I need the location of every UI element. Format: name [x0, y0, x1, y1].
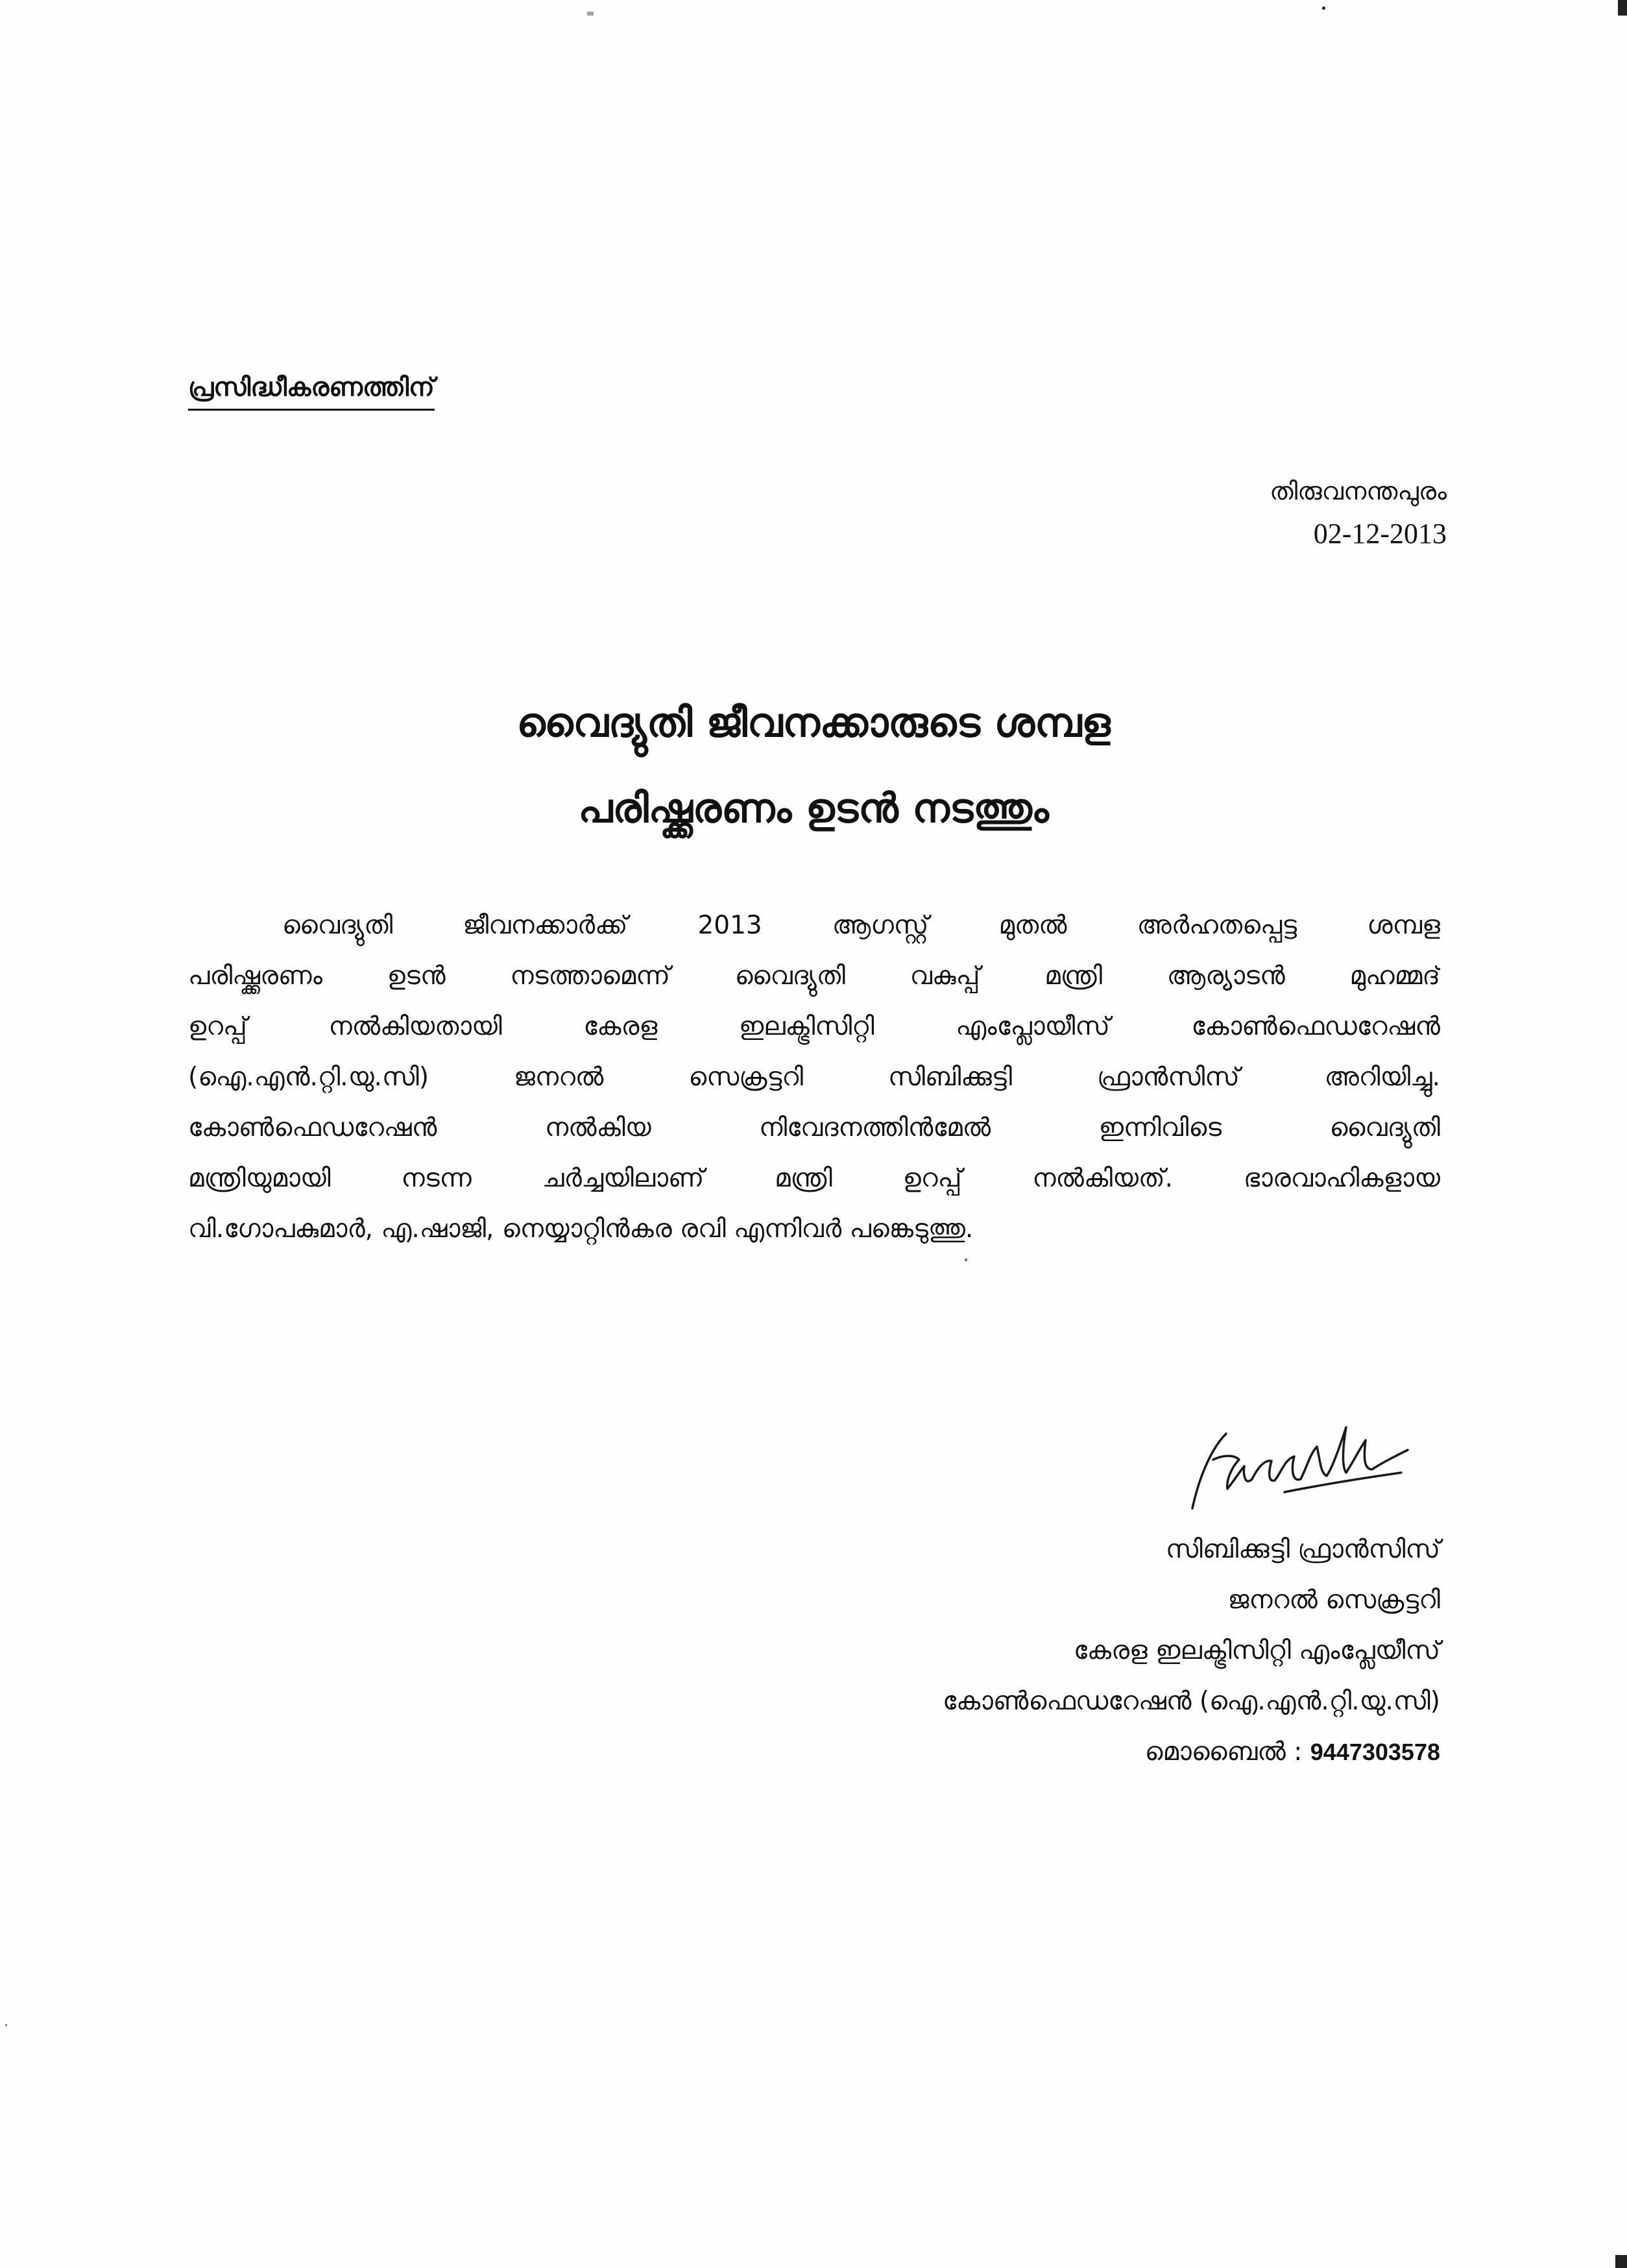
scan-staple-mark — [587, 12, 594, 16]
body-line: ഉറപ്പ് നൽകിയതായി കേരള ഇലക്ട്രിസിറ്റി എംപ്ലോയീസ് കോൺഫെഡറേഷൻ — [188, 1012, 1440, 1041]
organization-line: കോൺഫെഡറേഷൻ (ഐ.എൻ.റ്റി.യു.സി) — [943, 1687, 1440, 1716]
scan-edge-mark — [1618, 0, 1627, 16]
scan-edge-mark — [1615, 2255, 1627, 2268]
mobile-label: മൊബൈൽ : — [1144, 1737, 1303, 1767]
scan-speck — [5, 2024, 7, 2026]
body-line: പരിഷ്ക്കരണം ഉടൻ നടത്താമെന്ന് വൈദ്യുതി വകുപ്പ് മന്ത്രി ആര്യാടൻ മുഹമ്മദ് — [188, 961, 1440, 991]
press-release-title — [0, 680, 1627, 851]
scan-speck — [965, 1259, 967, 1261]
title-line: വൈദ്യുതി ജീവനക്കാരുടെ ശമ്പള — [516, 699, 1111, 746]
body-line: മന്ത്രിയുമായി നടന്ന ചർച്ചയിലാണ് മന്ത്രി ഉറപ്പ് നൽകിയത്. ഭാരവാഹികളായ — [188, 1164, 1440, 1193]
publication-label: പ്രസിദ്ധീകരണത്തിന് — [188, 368, 435, 411]
scan-speck — [1322, 6, 1325, 10]
signatory-name: സിബിക്കുട്ടി ഫ്രാൻസിസ് — [1165, 1535, 1440, 1564]
date: 02-12-2013 — [1313, 518, 1447, 549]
organization-line: കേരള ഇലക്ട്രിസിറ്റി എംപ്ലേയീസ് — [1074, 1636, 1440, 1665]
mobile-line — [943, 1727, 1440, 1778]
body-paragraph — [188, 900, 1440, 1255]
title-line: പരിഷ്ക്കരണം ഉടൻ നടത്തും — [578, 784, 1049, 832]
signatory-designation: ജനറൽ സെക്രട്ടറി — [1227, 1586, 1440, 1615]
mobile-number: 9447303578 — [1310, 1739, 1440, 1765]
body-line: (ഐ.എൻ.റ്റി.യു.സി) ജനറൽ സെക്രട്ടറി സിബിക്കുട്ടി ഫ്രാൻസിസ് അറിയിച്ചു. — [188, 1063, 1440, 1092]
body-line: വൈദ്യുതി ജീവനക്കാർക്ക് 2013 ആഗസ്റ്റ് മുതൽ അർഹതപ്പെട്ട ശമ്പള — [282, 911, 1440, 940]
place: തിരുവനന്തപുരം — [1270, 477, 1447, 505]
handwritten-signature — [1187, 1421, 1421, 1518]
body-line: വി.ഗോപകുമാർ, എ.ഷാജി, നെയ്യാറ്റിൻകര രവി എന്നിവർ പങ്കെടുത്തു. — [188, 1214, 974, 1244]
signatory-block — [943, 1525, 1440, 1778]
body-line: കോൺഫെഡറേഷൻ നൽകിയ നിവേദനത്തിൻമേൽ ഇന്നിവിടെ വൈദ്യുതി — [188, 1113, 1440, 1142]
place-date-block — [1270, 470, 1447, 555]
